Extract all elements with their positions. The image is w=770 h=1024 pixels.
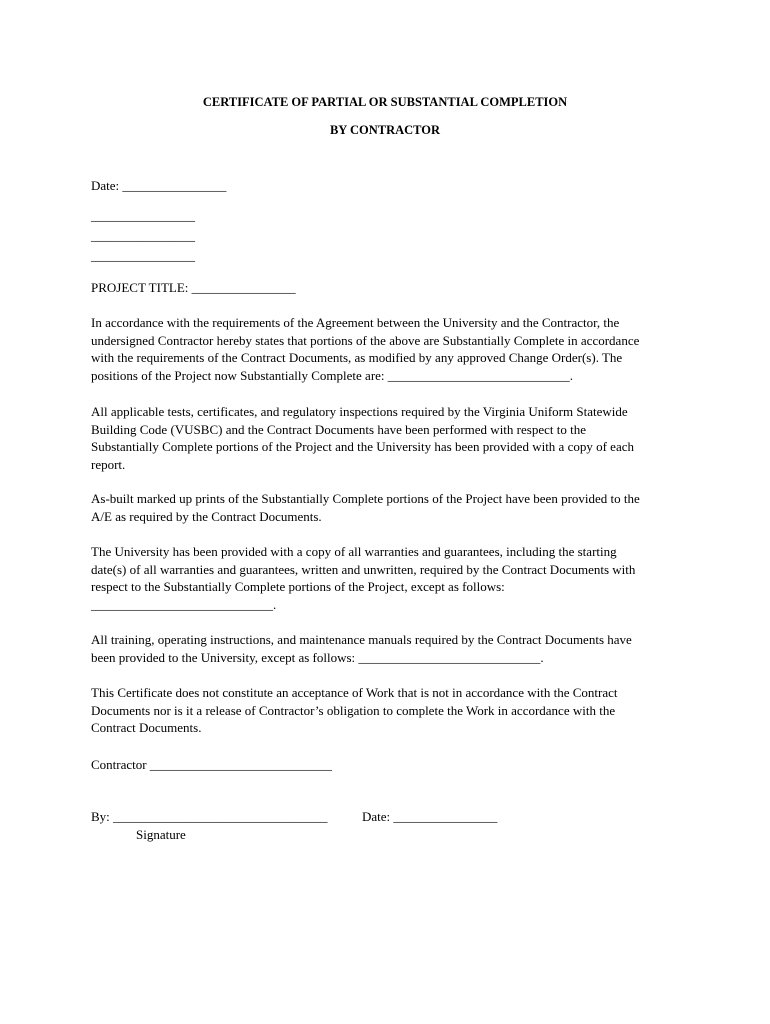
paragraph-line: All applicable tests, certificates, and regulatory inspections required by the Virginia Uniform Statewide xyxy=(91,404,628,419)
address-line-2: ________________ xyxy=(91,228,195,243)
project-title-field: PROJECT TITLE: ________________ xyxy=(91,280,296,295)
paragraph-line: Contract Documents. xyxy=(91,720,202,736)
paragraph-line: Building Code (VUSBC) and the Contract Documents have been performed with respect to the xyxy=(91,421,586,437)
signature-date-field: Date: ________________ xyxy=(362,809,498,824)
address-line-1: ________________ xyxy=(91,208,195,223)
paragraph-certificate-disclaimer xyxy=(91,684,691,737)
paragraph-line: Substantially Complete portions of the Project and the University has been provided with a copy of each xyxy=(91,439,634,455)
paragraph-line: All training, operating instructions, and maintenance manuals required by the Contract Documents have xyxy=(91,632,632,647)
paragraph-line: Documents nor is it a release of Contractor’s obligation to complete the Work in accordance with the xyxy=(91,702,616,718)
paragraph-warranties xyxy=(91,543,691,613)
paragraph-line: positions of the Project now Substantially Complete are: ____________________________. xyxy=(91,367,574,383)
by-signature-field: By: _________________________________ xyxy=(91,809,328,824)
document-title-line-1: CERTIFICATE OF PARTIAL OR SUBSTANTIAL COMPLETION xyxy=(202,95,568,109)
paragraph-line: ____________________________. xyxy=(91,596,277,612)
paragraph-line: undersigned Contractor hereby states that portions of the above are Substantially Complete in accordance xyxy=(91,332,640,348)
paragraph-line: date(s) of all warranties and guarantees, written and unwritten, required by the Contract Documents with xyxy=(91,561,636,577)
signature-label: Signature xyxy=(136,827,186,842)
paragraph-training-manuals xyxy=(91,631,691,666)
paragraph-line: respect to the Substantially Complete portions of the Project, except as follows: xyxy=(91,579,505,595)
paragraph-line: A/E as required by the Contract Documents. xyxy=(91,508,322,524)
paragraph-line: As-built marked up prints of the Substantially Complete portions of the Project have been provided to the xyxy=(91,491,640,506)
address-line-3: ________________ xyxy=(91,248,195,263)
paragraph-line: report. xyxy=(91,456,126,472)
paragraph-line: with the requirements of the Contract Documents, as modified by any approved Change Order(s). The xyxy=(91,350,623,366)
paragraph-inspections xyxy=(91,403,691,473)
paragraph-as-built-prints xyxy=(91,490,691,525)
paragraph-line: In accordance with the requirements of the Agreement between the University and the Contractor, the xyxy=(91,315,620,330)
contractor-field: Contractor ____________________________ xyxy=(91,757,332,772)
paragraph-substantial-completion xyxy=(91,314,691,384)
date-field: Date: ________________ xyxy=(91,178,227,193)
paragraph-line: The University has been provided with a copy of all warranties and guarantees, including the starting xyxy=(91,544,617,559)
document-title-line-2: BY CONTRACTOR xyxy=(329,123,441,137)
paragraph-line: been provided to the University, except as follows: ____________________________. xyxy=(91,649,544,665)
paragraph-line: This Certificate does not constitute an acceptance of Work that is not in accordance with the Contract xyxy=(91,685,618,700)
